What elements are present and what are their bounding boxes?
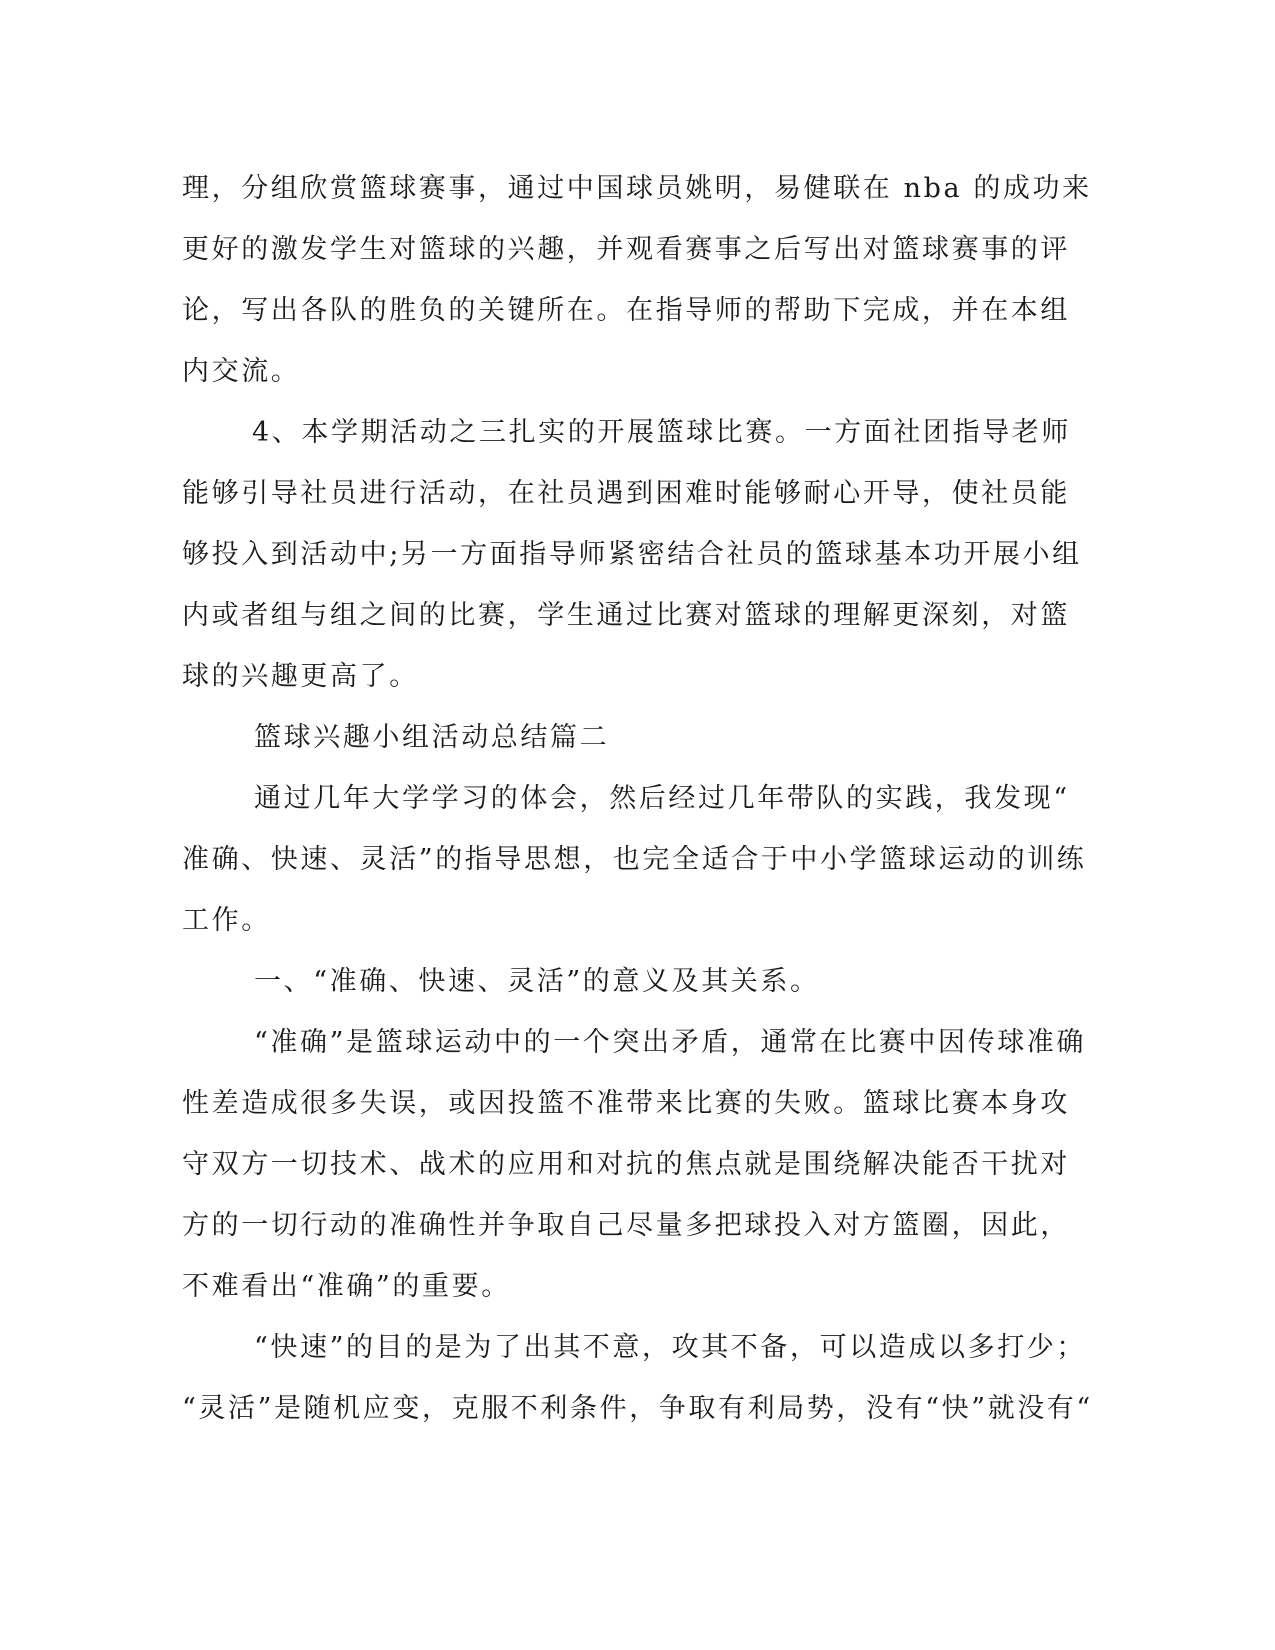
- paragraph-line: 准确、快速、灵活”的指导思想，也完全适合于中小学篮球运动的训练: [182, 844, 1087, 875]
- paragraph-line: “准确”是篮球运动中的一个突出矛盾，通常在比赛中因传球准确: [254, 1027, 1087, 1058]
- paragraph-line: 内或者组与组之间的比赛，学生通过比赛对篮球的理解更深刻，对篮: [182, 600, 1070, 631]
- subsection-heading: 一、“准确、快速、灵活”的意义及其关系。: [254, 966, 820, 997]
- paragraph-line: 方的一切行动的准确性并争取自己尽量多把球投入对方篮圈，因此，: [182, 1210, 1070, 1241]
- paragraph-line: 4、本学期活动之三扎实的开展篮球比赛。一方面社团指导老师: [252, 417, 1071, 448]
- paragraph-line: 能够引导社员进行活动，在社员遇到困难时能够耐心开导，使社员能: [182, 478, 1070, 509]
- paragraph-line: “快速”的目的是为了出其不意，攻其不备，可以造成以多打少；: [254, 1332, 1087, 1363]
- paragraph-line: 够投入到活动中;另一方面指导师紧密结合社员的篮球基本功开展小组: [182, 539, 1082, 570]
- paragraph-line: 球的兴趣更高了。: [182, 661, 419, 692]
- paragraph-line: 不难看出“准确”的重要。: [182, 1271, 511, 1302]
- paragraph-line: 内交流。: [182, 356, 301, 387]
- section-heading: 篮球兴趣小组活动总结篇二: [254, 722, 610, 753]
- paragraph-line: “灵活”是随机应变，克服不利条件，争取有利局势，没有“快”就没有“: [182, 1393, 1093, 1424]
- paragraph-line: 性差造成很多失误，或因投篮不准带来比赛的失败。篮球比赛本身攻: [182, 1088, 1070, 1119]
- paragraph-line: 通过几年大学学习的体会，然后经过几年带队的实践，我发现“: [254, 783, 1070, 814]
- paragraph-line: 更好的激发学生对篮球的兴趣，并观看赛事之后写出对篮球赛事的评: [182, 234, 1070, 265]
- paragraph-line: 工作。: [182, 905, 271, 936]
- paragraph-line: 守双方一切技术、战术的应用和对抗的焦点就是围绕解决能否干扰对: [182, 1149, 1070, 1180]
- paragraph-line: 论，写出各队的胜负的关键所在。在指导师的帮助下完成，并在本组: [182, 295, 1070, 326]
- paragraph-line: 理，分组欣赏篮球赛事，通过中国球员姚明，易健联在 nba 的成功来: [182, 173, 1092, 204]
- document-body: [182, 158, 1093, 1439]
